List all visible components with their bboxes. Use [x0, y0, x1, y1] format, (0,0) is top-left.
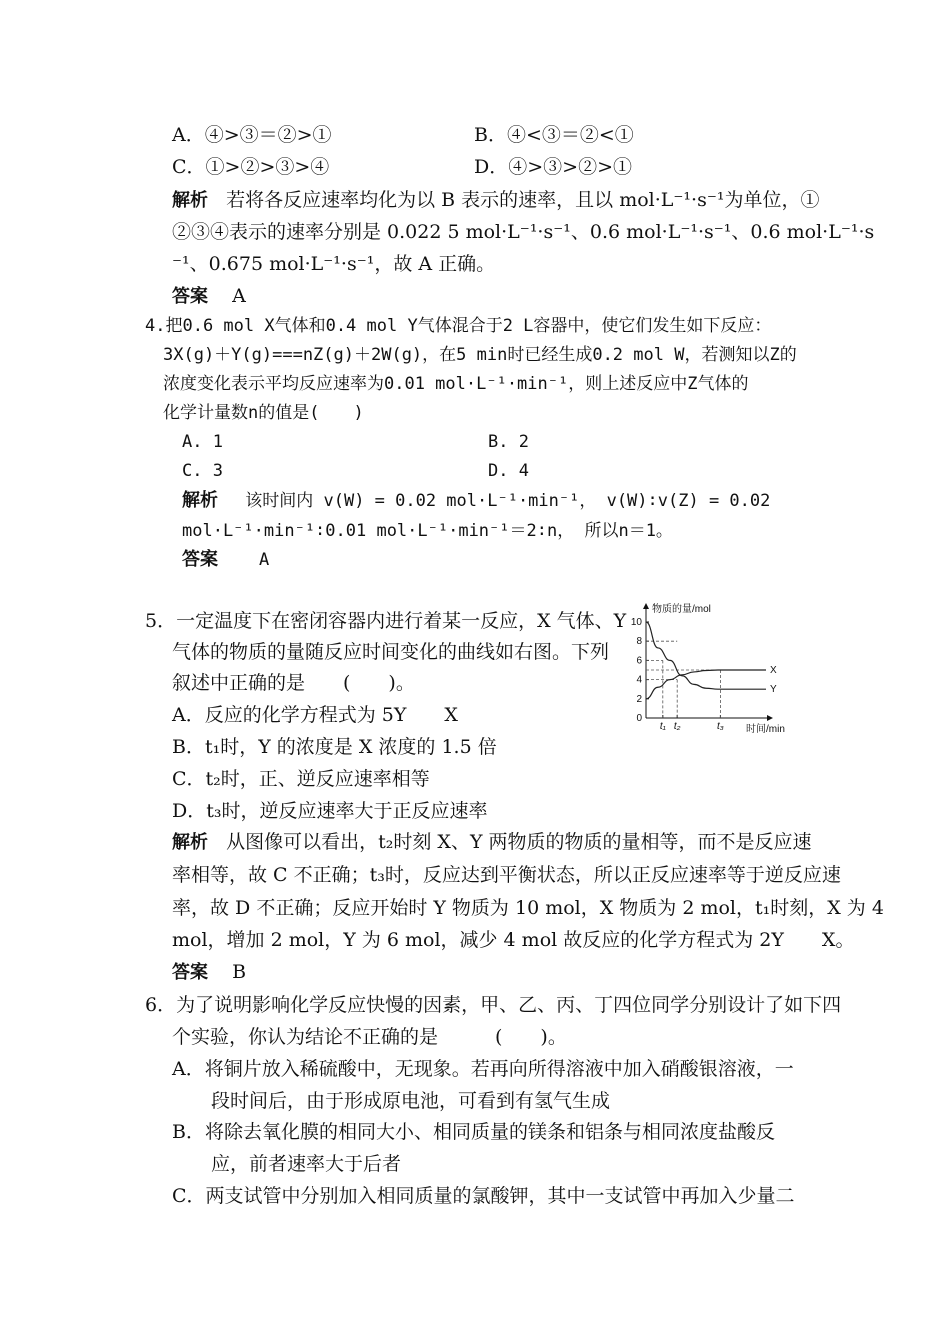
- q3-answer: [172, 284, 246, 309]
- q4-analysis-line-2: mol·L⁻¹·min⁻¹∶0.01 mol·L⁻¹·min⁻¹＝2∶n， 所以n＝1。: [182, 521, 673, 541]
- q5-answer: [172, 960, 246, 985]
- q5-analysis-line-4: mol，增加 2 mol，Y 为 6 mol，减少 4 mol 故反应的化学方程式为 2Y X。: [172, 929, 855, 951]
- q4-option-a: A. 1: [182, 432, 223, 452]
- q5-stem-line-1: 5．一定温度下在密闭容器内进行着某一反应，X 气体、Y: [145, 610, 627, 632]
- q3-analysis-line-1: [172, 188, 819, 213]
- y-axis-label: 物质的量/mol: [652, 604, 711, 615]
- q6-option-c-line-1: C．两支试管中分别加入相同质量的氯酸钾，其中一支试管中再加入少量二: [172, 1185, 795, 1207]
- q4-option-d: D. 4: [488, 461, 529, 481]
- y-tick-label: 0: [636, 713, 642, 724]
- x-tick-label: t₂: [673, 721, 681, 732]
- q5-option-a: A．反应的化学方程式为 5Y X: [172, 704, 458, 726]
- q3-analysis-line-2: ②③④表示的速率分别是 0.022 5 mol·L⁻¹·s⁻¹、0.6 mol·L⁻¹·s⁻¹、0.6 mol·L⁻¹·s: [172, 221, 875, 243]
- analysis-label: 解析: [172, 190, 208, 211]
- q4-option-c: C. 3: [182, 461, 223, 481]
- q6-stem-line-2: 个实验，你认为结论不正确的是 ( )。: [172, 1026, 567, 1048]
- q6-option-b-line-2: 应，前者速率大于后者: [211, 1153, 402, 1175]
- y-tick-label: 2: [636, 693, 642, 705]
- answer-label: 答案: [182, 549, 218, 570]
- q3-option-c: C．①>②>③>④: [172, 156, 330, 178]
- series-label-x: X: [770, 665, 777, 676]
- answer-label: 答案: [172, 286, 208, 307]
- q5-analysis-line-3: 率，故 D 不正确；反应开始时 Y 物质为 10 mol，X 物质为 2 mol，t₁时刻，X 为 4: [172, 897, 884, 919]
- q6-stem-line-1: 6．为了说明影响化学反应快慢的因素，甲、乙、丙、丁四位同学分别设计了如下四: [145, 994, 842, 1016]
- answer-value: A: [258, 550, 270, 570]
- y-tick-label: 6: [636, 655, 642, 667]
- q4-option-b: B. 2: [488, 432, 529, 452]
- analysis-label: 解析: [172, 832, 208, 853]
- q5-analysis-line-1: [172, 830, 812, 855]
- q3-analysis-line-3: ⁻¹、0.675 mol·L⁻¹·s⁻¹，故 A 正确。: [172, 253, 496, 275]
- q4-stem-line-1: 4.把0.6 mol X气体和0.4 mol Y气体混合于2 L容器中，使它们发生如下反应：: [145, 316, 772, 336]
- y-tick-label: 4: [636, 674, 642, 686]
- q5-stem-line-2: 气体的物质的量随反应时间变化的曲线如右图。下列: [172, 641, 610, 663]
- x-axis-label: 时间/min: [746, 724, 785, 735]
- q4-analysis-line-1: [182, 489, 770, 513]
- analysis-text: 若将各反应速率均化为以 B 表示的速率，且以 mol·L⁻¹·s⁻¹为单位，①: [226, 189, 820, 211]
- q5-analysis-line-2: 率相等，故 C 不正确；t₃时，反应达到平衡状态，所以正反应速率等于逆反应速: [172, 864, 841, 886]
- q4-answer: [182, 548, 269, 572]
- series-label-y: Y: [770, 684, 777, 696]
- series-line-y: [646, 622, 766, 689]
- answer-value: B: [232, 961, 247, 983]
- y-tick-label: 10: [630, 617, 642, 628]
- q5-option-c: C．t₂时，正、逆反应速率相等: [172, 768, 430, 790]
- q3-option-b: B．④<③＝②<①: [474, 124, 634, 146]
- x-tick-label: t₁: [659, 721, 666, 732]
- analysis-text: 该时间内 v(W) = 0.02 mol·L⁻¹·min⁻¹， v(W)∶v(Z) = 0.02: [228, 491, 771, 511]
- analysis-text: 从图像可以看出，t₂时刻 X、Y 两物质的物质的量相等，而不是反应速: [226, 831, 812, 853]
- answer-value: A: [232, 285, 246, 307]
- q3-option-d: D．④>③>②>①: [474, 156, 632, 178]
- q5-stem-line-3: 叙述中正确的是 ( )。: [172, 672, 415, 694]
- q5-option-b: B．t₁时，Y 的浓度是 X 浓度的 1.5 倍: [172, 736, 497, 758]
- x-tick-label: t₃: [717, 721, 724, 732]
- analysis-label: 解析: [182, 490, 218, 511]
- q4-stem-line-4: 化学计量数n的值是( ): [163, 403, 364, 423]
- q6-option-a-line-1: A．将铜片放入稀硫酸中，无现象。若再向所得溶液中加入硝酸银溶液，一: [172, 1058, 794, 1080]
- q6-option-b-line-1: B．将除去氧化膜的相同大小、相同质量的镁条和铝条与相同浓度盐酸反: [172, 1121, 775, 1143]
- answer-label: 答案: [172, 962, 208, 983]
- q5-amount-time-graph: [622, 600, 802, 740]
- q3-option-a: A．④>③＝②>①: [172, 124, 332, 146]
- q5-option-d: D．t₃时，逆反应速率大于正反应速率: [172, 800, 488, 822]
- y-tick-label: 8: [636, 636, 642, 648]
- series-line-x: [646, 670, 766, 699]
- q4-stem-line-3: 浓度变化表示平均反应速率为0.01 mol·L⁻¹·min⁻¹，则上述反应中Z气体的: [163, 374, 749, 394]
- q6-option-a-line-2: 段时间后，由于形成原电池，可看到有氢气生成: [211, 1090, 611, 1112]
- q4-stem-line-2: 3X(g)＋Y(g)===nZ(g)＋2W(g)，在5 min时已经生成0.2 mol W，若测知以Z的: [163, 345, 797, 365]
